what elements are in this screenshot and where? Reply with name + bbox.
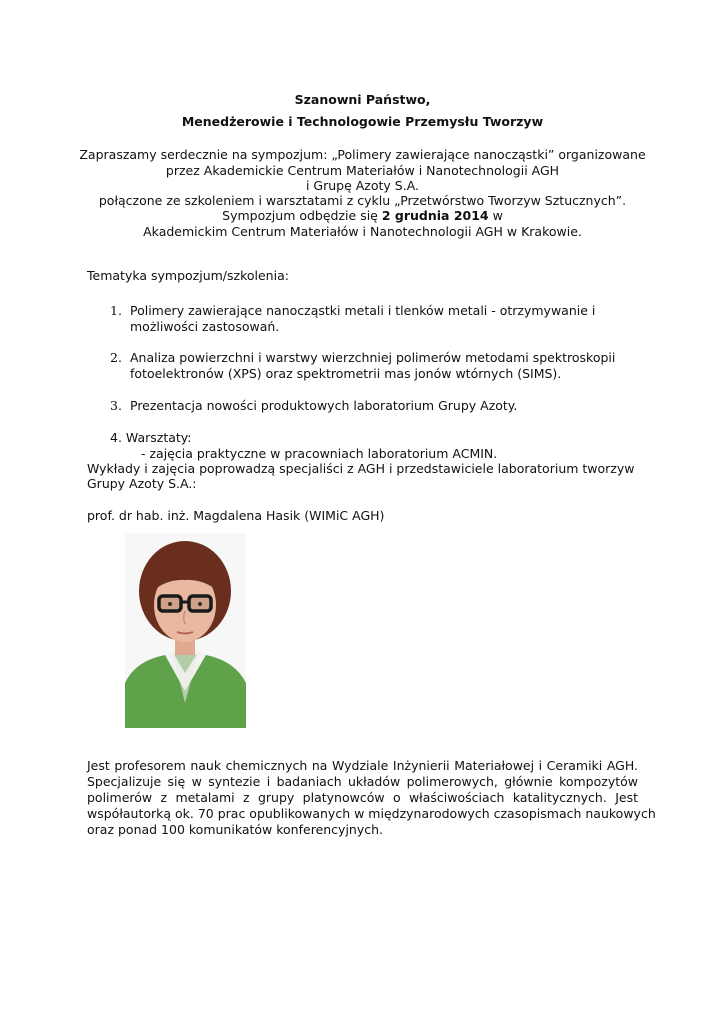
topic-3-number: 3. <box>110 398 122 413</box>
intro-line-3: i Grupę Azoty S.A. <box>305 178 420 193</box>
bio-line-3: polimerów z metalami z grupy platynowców o właściwościach katalitycznych. Jest <box>87 790 638 805</box>
workshop-detail: - zajęcia praktyczne w pracowniach laboratorium ACMIN. <box>141 446 498 461</box>
topic-1-number: 1. <box>110 303 122 318</box>
symposium-date: 2 grudnia 2014 <box>381 208 489 223</box>
intro-line-6: Akademickim Centrum Materiałów i Nanotechnologii AGH w Krakowie. <box>143 224 582 239</box>
intro-line-4: połączone ze szkoleniem i warsztatami z cyklu „Przetwórstwo Tworzyw Sztucznych”. <box>98 193 627 208</box>
audience-heading: Menedżerowie i Technologowie Przemysłu Tworzyw <box>181 114 544 129</box>
bio-line-2: Specjalizuje się w syntezie i badaniach układów polimerowych, głównie kompozytów <box>87 774 638 789</box>
bio-line-1: Jest profesorem nauk chemicznych na Wydziale Inżynierii Materiałowej i Ceramiki AGH. <box>87 758 638 773</box>
speaker-photo <box>125 533 246 728</box>
intro-date-suffix: w <box>488 208 503 223</box>
lecturers-line-2: Grupy Azoty S.A.: <box>87 476 197 491</box>
topic-3-line-1: Prezentacja nowości produktowych laboratorium Grupy Azoty. <box>130 398 518 413</box>
speaker-portrait-illustration <box>125 533 246 728</box>
lecturers-line-1: Wykłady i zajęcia poprowadzą specjaliści z AGH i przedstawiciele laboratorium tworzyw <box>87 461 635 476</box>
speaker-name: prof. dr hab. inż. Magdalena Hasik (WIMiC AGH) <box>87 508 385 523</box>
bio-line-4: współautorką ok. 70 prac opublikowanych w międzynarodowych czasopismach naukowych <box>87 806 656 821</box>
bio-line-5: oraz ponad 100 komunikatów konferencyjnych. <box>87 822 384 837</box>
topic-2-number: 2. <box>110 350 122 365</box>
topics-heading: Tematyka sympozjum/szkolenia: <box>87 268 289 283</box>
greeting: Szanowni Państwo, <box>294 92 431 107</box>
intro-line-5 <box>0 208 725 224</box>
intro-line-1: Zapraszamy serdecznie na sympozjum: „Polimery zawierające nanocząstki” organizowane <box>79 147 646 162</box>
intro-line-2: przez Akademickie Centrum Materiałów i Nanotechnologii AGH <box>165 163 560 178</box>
topic-1-line-2: możliwości zastosowań. <box>130 319 280 334</box>
intro-date-prefix: Sympozjum odbędzie się <box>222 208 382 223</box>
topic-2-line-1: Analiza powierzchni i warstwy wierzchniej polimerów metodami spektroskopii <box>130 350 616 365</box>
topic-1-line-1: Polimery zawierające nanocząstki metali i tlenków metali - otrzymywanie i <box>130 303 596 318</box>
workshop-label: 4. Warsztaty: <box>110 430 192 445</box>
topic-2-line-2: fotoelektronów (XPS) oraz spektrometrii mas jonów wtórnych (SIMS). <box>130 366 562 381</box>
